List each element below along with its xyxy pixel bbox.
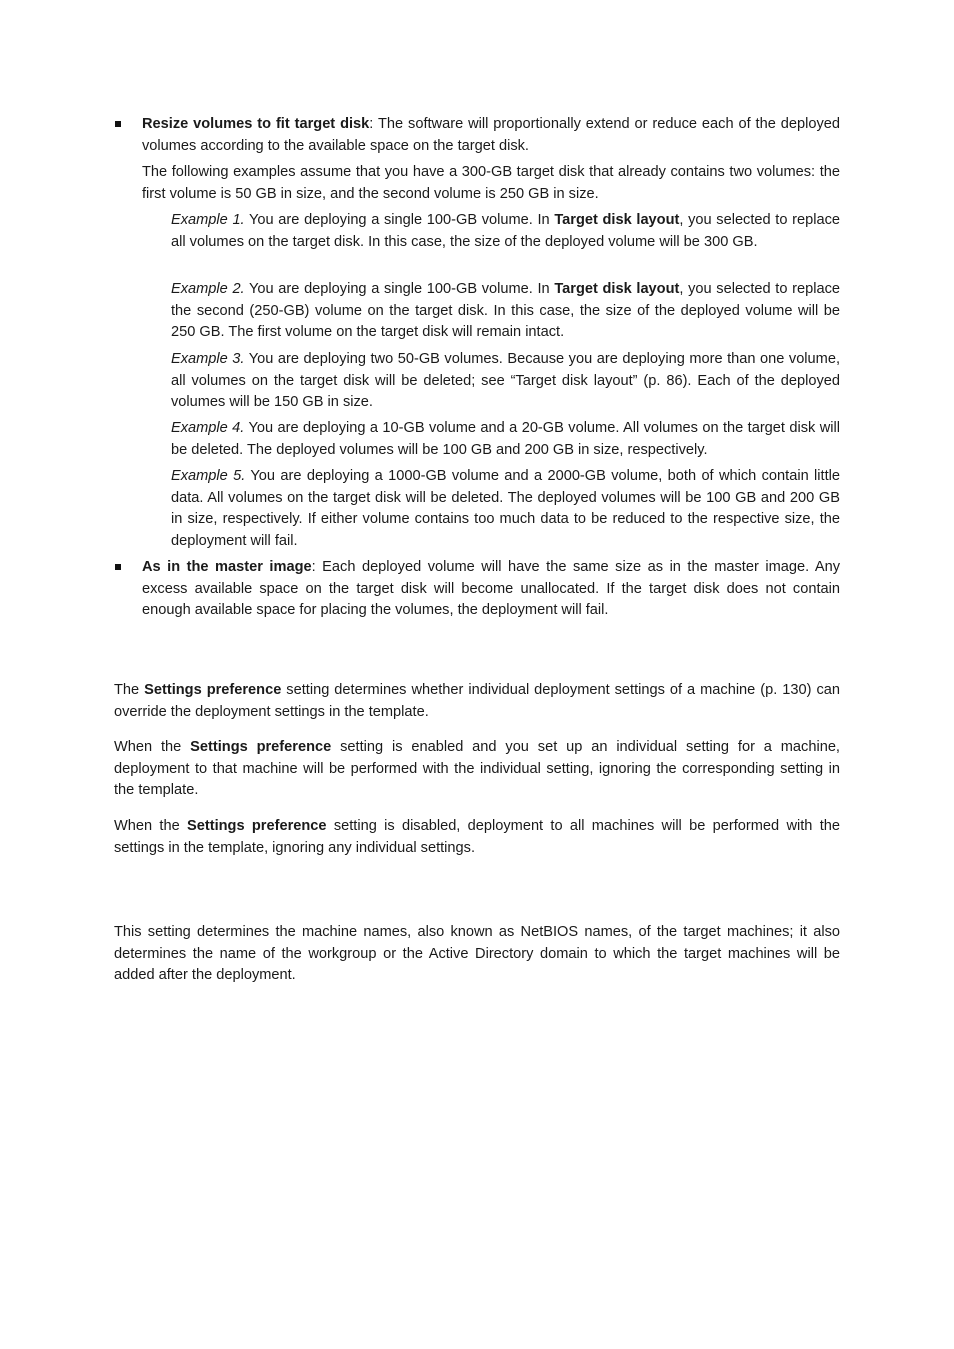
bullet-text: : Each deployed volume will have the same size as in the master image. Any excess available space on the target disk will become unallocated. If the target disk does not contain enough available space for placing the volumes, the deployment will fail.	[142, 559, 840, 619]
netbios-paragraph: This setting determines the machine names, also known as NetBIOS names, of the target machines; it also determines the name of the workgroup or the Active Directory domain to which the target machines will be added after the deployment.	[114, 924, 840, 984]
example-label: Example 3.	[171, 351, 245, 367]
bullet-text: : The software will proportionally extend or reduce each of the deployed volumes according to the available space on the target disk.	[142, 116, 840, 154]
example-label: Example 5.	[171, 468, 246, 484]
settings-preference-enabled-paragraph: When the Settings preference setting is enabled and you set up an individual setting for a machine, deployment to that machine will be performed with the individual setting, ignoring the corresponding setting in the template.	[114, 739, 840, 799]
bullet-as-in-master-image	[142, 557, 840, 622]
example-label: Example 4.	[171, 420, 245, 436]
examples-intro: The following examples assume that you have a 300-GB target disk that already contains two volumes: the first volume is 50 GB in size, and the second volume is 250 GB in size.	[142, 164, 840, 202]
bullet-resize-volumes	[142, 114, 840, 157]
bullet-title: As in the master image	[142, 559, 312, 575]
bullet-marker	[115, 564, 121, 570]
example-2: Example 2. You are deploying a single 100-GB volume. In Target disk layout, you selected to replace the second (250-GB) volume on the target disk. In this case, the size of the deployed volume will be 250 GB. The first volume on the target disk will remain intact.	[171, 281, 840, 341]
example-4: Example 4. You are deploying a 10-GB volume and a 20-GB volume. All volumes on the target disk will be deleted. The deployed volumes will be 100 GB and 200 GB in size, respectively.	[171, 420, 840, 458]
example-label: Example 2.	[171, 281, 245, 297]
bullet-title: Resize volumes to fit target disk	[142, 116, 370, 132]
bullet-marker	[115, 121, 121, 127]
settings-preference-paragraph: The Settings preference setting determines whether individual deployment settings of a machine (p. 130) can override the deployment settings in the template.	[114, 682, 841, 720]
example-5: Example 5. You are deploying a 1000-GB volume and a 2000-GB volume, both of which contain little data. All volumes on the target disk will be deleted. The deployed volumes will be 100 GB and 200 GB in size, respectively. If either volume contains too much data to be reduced to the respective size, the deployment will fail.	[171, 468, 840, 549]
example-1: Example 1. You are deploying a single 100-GB volume. In Target disk layout, you selected to replace all volumes on the target disk. In this case, the size of the deployed volume will be 300 GB.	[171, 212, 840, 250]
example-label: Example 1.	[171, 212, 245, 228]
settings-preference-disabled-paragraph: When the Settings preference setting is disabled, deployment to all machines will be performed with the settings in the template, ignoring any individual settings.	[114, 818, 840, 856]
example-3: Example 3. You are deploying two 50-GB volumes. Because you are deploying more than one volume, all volumes on the target disk will be deleted; see “Target disk layout” (p. 86). Each of the deployed volumes will be 150 GB in size.	[171, 351, 840, 411]
